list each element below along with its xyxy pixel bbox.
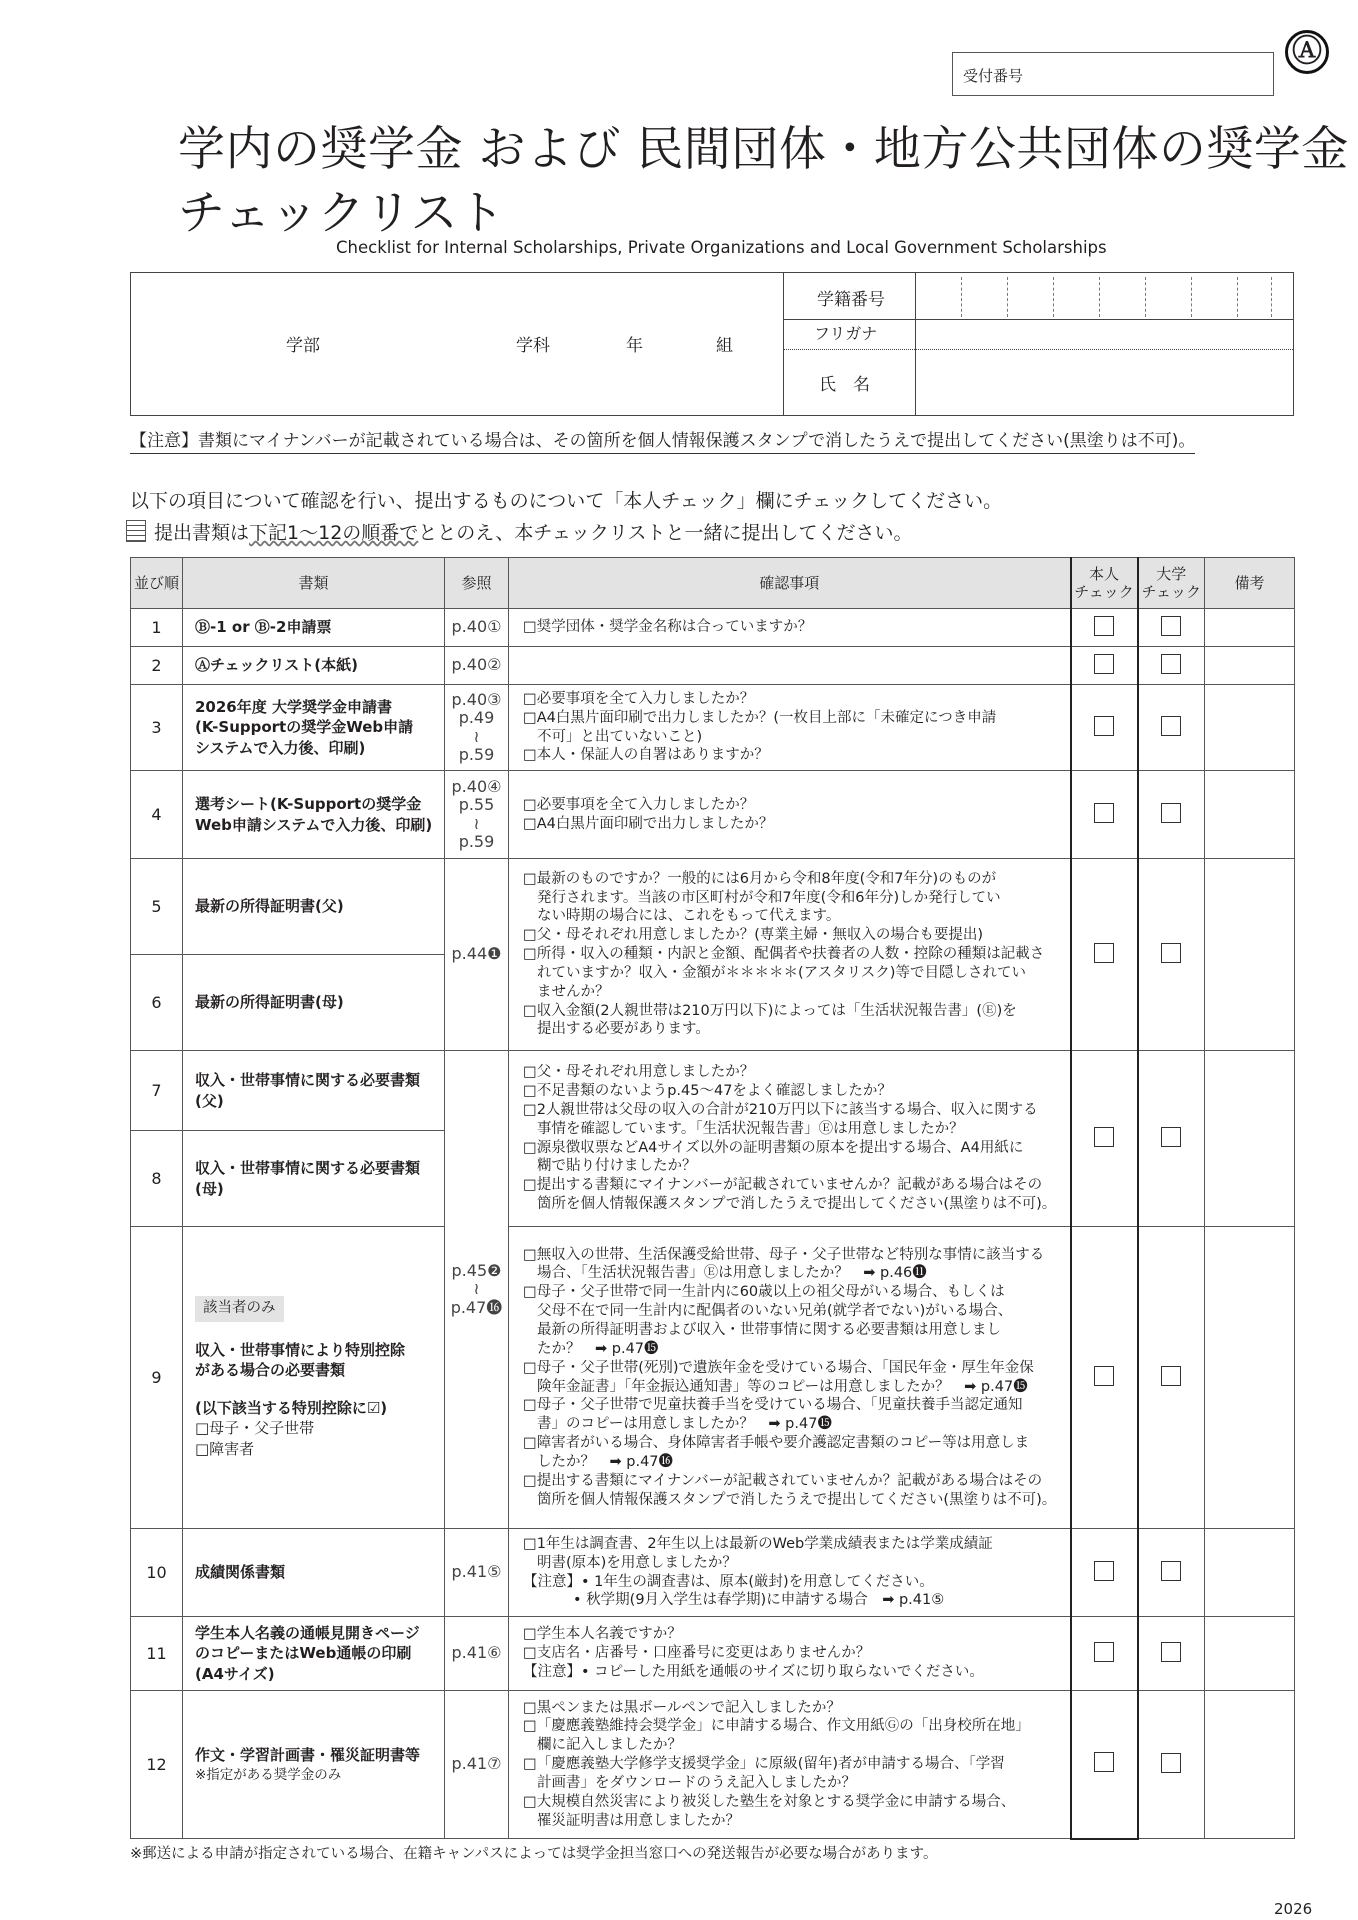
table-row [131,771,1295,859]
row-number: 11 [131,1617,183,1691]
univ-check-cell [1138,859,1205,1051]
department-label: 学科 [516,336,550,356]
doc-name: 該当者のみ 収入・世帯事情により特別控除 がある場合の必要書類 (以下該当する特別控除に☑) □母子・父子世帯 □障害者 [183,1227,445,1529]
disability-option[interactable]: □障害者 [195,1439,255,1458]
furigana-field[interactable] [917,321,1291,347]
class-label: 組 [716,336,733,356]
univ-check-cell [1138,1529,1205,1617]
page-ref: p.40③ p.49 ≀ p.59 [445,685,509,771]
page-title: 学内の奨学金 および 民間団体・地方公共団体の奨学金 [178,122,1349,177]
doc-name: 成績関係書類 [183,1529,445,1617]
self-check-cell [1071,1227,1138,1529]
check-items: □1年生は調査書、2年生以上は最新のWeb学業成績表または学業成績証 明書(原本)を用意しましたか？ 【注意】• 1年生の調査書は、原本(厳封)を用意してください。 • 秋学期(9月入学生は春学期)に申請する場合 ➡ p.41⑤ [509,1529,1071,1617]
page-ref: p.41⑥ [445,1617,509,1691]
check-items: □黒ペンまたは黒ボールペンで記入しましたか？ □「慶應義塾維持会奨学金」に申請する場合、作文用紙Ⓖの「出身校所在地」 欄に記入しましたか？ □「慶應義塾大学修学支援奨学金」に原級(留年)者が申請する場合、「学習 計画書」をダウンロードのうえ記入しましたか？ □大規模自然災害により被災した塾生を対象とする奨学金に申請する場合、 罹災証明書は用意しましたか？ [509,1691,1071,1839]
page-ref: p.44❶ [445,859,509,1051]
remarks-cell[interactable] [1205,685,1295,771]
table-row [131,1691,1295,1839]
doc-name: 2026年度 大学奨学金申請書 (K-Supportの奨学金Web申請 システムで入力後、印刷) [183,685,445,771]
name-label: 氏 名 [819,375,870,395]
header-doc: 書類 [183,558,445,609]
self-check-cell [1071,609,1138,647]
self-check-cell [1071,859,1138,1051]
univ-check-cell [1138,1691,1205,1839]
instruction-line-1: 以下の項目について確認を行い、提出するものについて「本人チェック」欄にチェックしてください。 [130,490,1003,512]
remarks-cell[interactable] [1205,771,1295,859]
doc-name: 学生本人名義の通帳見開きページ のコピーまたはWeb通帳の印刷 (A4サイズ) [183,1617,445,1691]
furigana-label: フリガナ [814,324,878,343]
univ-check-cell [1138,1051,1205,1227]
self-check-cell [1071,647,1138,685]
check-items [509,647,1071,685]
doc-name: 選考シート(K-Supportの奨学金 Web申請システムで入力後、印刷) [183,771,445,859]
univ-check-cell [1138,1617,1205,1691]
checklist-table [130,557,1295,1840]
self-check-cell [1071,685,1138,771]
remarks-cell[interactable] [1205,1051,1295,1227]
table-row [131,859,1295,955]
remarks-cell[interactable] [1205,647,1295,685]
self-checkbox[interactable] [1094,803,1114,823]
row-number: 10 [131,1529,183,1617]
self-checkbox[interactable] [1094,716,1114,736]
self-checkbox[interactable] [1094,1561,1114,1581]
table-row [131,1227,1295,1529]
univ-checkbox[interactable] [1161,716,1181,736]
univ-checkbox[interactable] [1161,1127,1181,1147]
row-number: 9 [131,1227,183,1529]
univ-check-cell [1138,609,1205,647]
univ-check-cell [1138,771,1205,859]
row-number: 1 [131,609,183,647]
check-items: □無収入の世帯、生活保護受給世帯、母子・父子世帯など特別な事情に該当する 場合、「生活状況報告書」Ⓔは用意しましたか？ ➡ p.46⓫ □母子・父子世帯で同一生計内に60歳以上の祖父母がいる場合、もしくは 父母不在で同一生計内に配偶者のいない兄弟(就学者でない)がいる場合、 最新の所得証明書および収入・世帯事情に関する必要書類は用意しまし たか？ ➡ p.47⓯ □母子・父子世帯(死別)で遺族年金を受けている場合、「国民年金・厚生年金保 険年金証書」「年金振込通知書」等のコピーは用意しましたか？ ➡ p.47⓯ □母子・父子世帯で児童扶養手当を受けている場合、「児童扶養手当認定通知 書」のコピーは用意しましたか？ ➡ p.47⓯ □障害者がいる場合、身体障害者手帳や要介護認定書類のコピー等は用意しま したか？ ➡ p.47⓰ □提出する書類にマイナンバーが記載されていませんか？記載がある場合はその 箇所を個人情報保護スタンプで消したうえで提出してください(黒塗りは不可)。 [509,1227,1071,1529]
remarks-cell[interactable] [1205,1617,1295,1691]
univ-checkbox[interactable] [1161,1753,1181,1773]
univ-check-cell [1138,1227,1205,1529]
check-items: □父・母それぞれ用意しましたか？ □不足書類のないようp.45～47をよく確認しましたか？ □2人親世帯は父母の収入の合計が210万円以下に該当する場合、収入に関する 事情を確認しています。「生活状況報告書」Ⓔは用意しましたか？ □源泉徴収票などA4サイズ以外の証明書類の原本を提出する場合、A4用紙に 糊で貼り付けましたか？ □提出する書類にマイナンバーが記載されていませんか？記載がある場合はその 箇所を個人情報保護スタンプで消したうえで提出してください(黒塗りは不可)。 [509,1051,1071,1227]
self-checkbox[interactable] [1094,1752,1114,1772]
row-number: 8 [131,1131,183,1227]
page-ref: p.45❷ ≀ p.47⓰ [445,1051,509,1529]
univ-checkbox[interactable] [1161,1366,1181,1386]
self-check-cell [1071,1617,1138,1691]
row-number: 12 [131,1691,183,1839]
header-self-check: 本人 チェック [1071,558,1138,609]
doc-name: 収入・世帯事情に関する必要書類(父) [183,1051,445,1131]
faculty-label: 学部 [286,336,320,356]
page-subtitle: Checklist for Internal Scholarships, Private Organizations and Local Government Scholarships [336,238,1107,257]
doc-name: Ⓑ-1 or Ⓑ-2申請票 [183,609,445,647]
table-row [131,1051,1295,1131]
univ-checkbox[interactable] [1161,943,1181,963]
remarks-cell[interactable] [1205,609,1295,647]
student-id-field[interactable] [917,275,1291,317]
footnote: ※郵送による申請が指定されている場合、在籍キャンパスによっては奨学金担当窓口への発送報告が必要な場合があります。 [130,1846,938,1862]
header-ref: 参照 [445,558,509,609]
self-checkbox[interactable] [1094,1642,1114,1662]
remarks-cell[interactable] [1205,1529,1295,1617]
single-parent-option[interactable]: □母子・父子世帯 [195,1419,315,1438]
row-number: 6 [131,955,183,1051]
check-items: □最新のものですか？一般的には6月から令和8年度(令和7年分)のものが 発行されます。当該の市区町村が令和7年度(令和6年分)しか発行してい ない時期の場合には、これをもって代えます。 □父・母それぞれ用意しましたか？(専業主婦・無収入の場合も要提出) □所得・収入の種類・内訳と金額、配偶者や扶養者の人数・控除の種類は記載さ れていますか？収入・金額が＊＊＊＊＊(アスタリスク)等で目隠しされてい ませんか？ □収入金額(2人親世帯は210万円以下)によっては「生活状況報告書」(Ⓔ)を 提出する必要があります。 [509,859,1071,1051]
univ-check-cell [1138,647,1205,685]
table-row [131,647,1295,685]
applicable-only-tag: 該当者のみ [195,1296,284,1322]
receipt-number-label: 受付番号 [963,67,1024,85]
page-ref: p.41⑦ [445,1691,509,1839]
doc-name: 最新の所得証明書(母) [183,955,445,1051]
self-checkbox[interactable] [1094,1366,1114,1386]
my-number-notice: 【注意】書類にマイナンバーが記載されている場合は、その箇所を個人情報保護スタンプで消したうえで提出してください(黒塗りは不可)。 [130,426,1195,454]
page-year: 2026 [1274,1900,1313,1918]
table-header-row [131,558,1295,609]
univ-checkbox[interactable] [1161,654,1181,674]
table-row [131,609,1295,647]
univ-checkbox[interactable] [1161,803,1181,823]
header-check: 確認事項 [509,558,1071,609]
univ-checkbox[interactable] [1161,1642,1181,1662]
page-ref: p.40① [445,609,509,647]
remarks-cell[interactable] [1205,1227,1295,1529]
remarks-cell[interactable] [1205,859,1295,1051]
remarks-cell[interactable] [1205,1691,1295,1839]
student-id-label: 学籍番号 [817,290,885,310]
self-check-cell [1071,1051,1138,1227]
year-label: 年 [626,336,643,356]
self-checkbox[interactable] [1094,616,1114,636]
doc-name: Ⓐチェックリスト(本紙) [183,647,445,685]
row-number: 2 [131,647,183,685]
row-number: 5 [131,859,183,955]
header-univ-check: 大学 チェック [1138,558,1205,609]
form-a-badge: Ⓐ [1285,30,1329,74]
page-ref: p.40② [445,647,509,685]
univ-check-cell [1138,685,1205,771]
self-checkbox[interactable] [1094,1127,1114,1147]
header-order: 並び順 [131,558,183,609]
row-number: 3 [131,685,183,771]
student-info-box [130,272,1294,416]
header-remarks: 備考 [1205,558,1295,609]
self-check-cell [1071,1529,1138,1617]
self-checkbox[interactable] [1094,943,1114,963]
doc-name: 最新の所得証明書(父) [183,859,445,955]
page-ref: p.40④ p.55 ≀ p.59 [445,771,509,859]
doc-name: 作文・学習計画書・罹災証明書等 ※指定がある奨学金のみ [183,1691,445,1839]
document-stack-icon [126,520,146,542]
doc-name: 収入・世帯事情に関する必要書類(母) [183,1131,445,1227]
check-items: □必要事項を全て入力しましたか？ □A4白黒片面印刷で出力しましたか？ [509,771,1071,859]
table-row [131,1617,1295,1691]
table-row [131,685,1295,771]
univ-checkbox[interactable] [1161,1561,1181,1581]
row-number: 4 [131,771,183,859]
table-row [131,1529,1295,1617]
check-items: □学生本人名義ですか？ □支店名・店番号・口座番号に変更はありませんか？ 【注意】• コピーした用紙を通帳のサイズに切り取らないでください。 [509,1617,1071,1691]
page-ref: p.41⑤ [445,1529,509,1617]
self-check-cell [1071,771,1138,859]
check-items: □必要事項を全て入力しましたか？ □A4白黒片面印刷で出力しましたか？(一枚目上部に「未確定につき申請 不可」と出ていないこと) □本人・保証人の自署はありますか？ [509,685,1071,771]
instruction-line-2: 提出書類は下記1～12の順番でととのえ、本チェックリストと一緒に提出してください。 [126,518,912,545]
self-checkbox[interactable] [1094,654,1114,674]
receipt-number-box[interactable] [952,52,1274,96]
name-field[interactable] [917,351,1291,413]
self-check-cell [1071,1691,1138,1839]
univ-checkbox[interactable] [1161,616,1181,636]
page-title-line2: チェックリスト [178,186,505,241]
check-items: □奨学団体・奨学金名称は合っていますか？ [509,609,1071,647]
row-number: 7 [131,1051,183,1131]
